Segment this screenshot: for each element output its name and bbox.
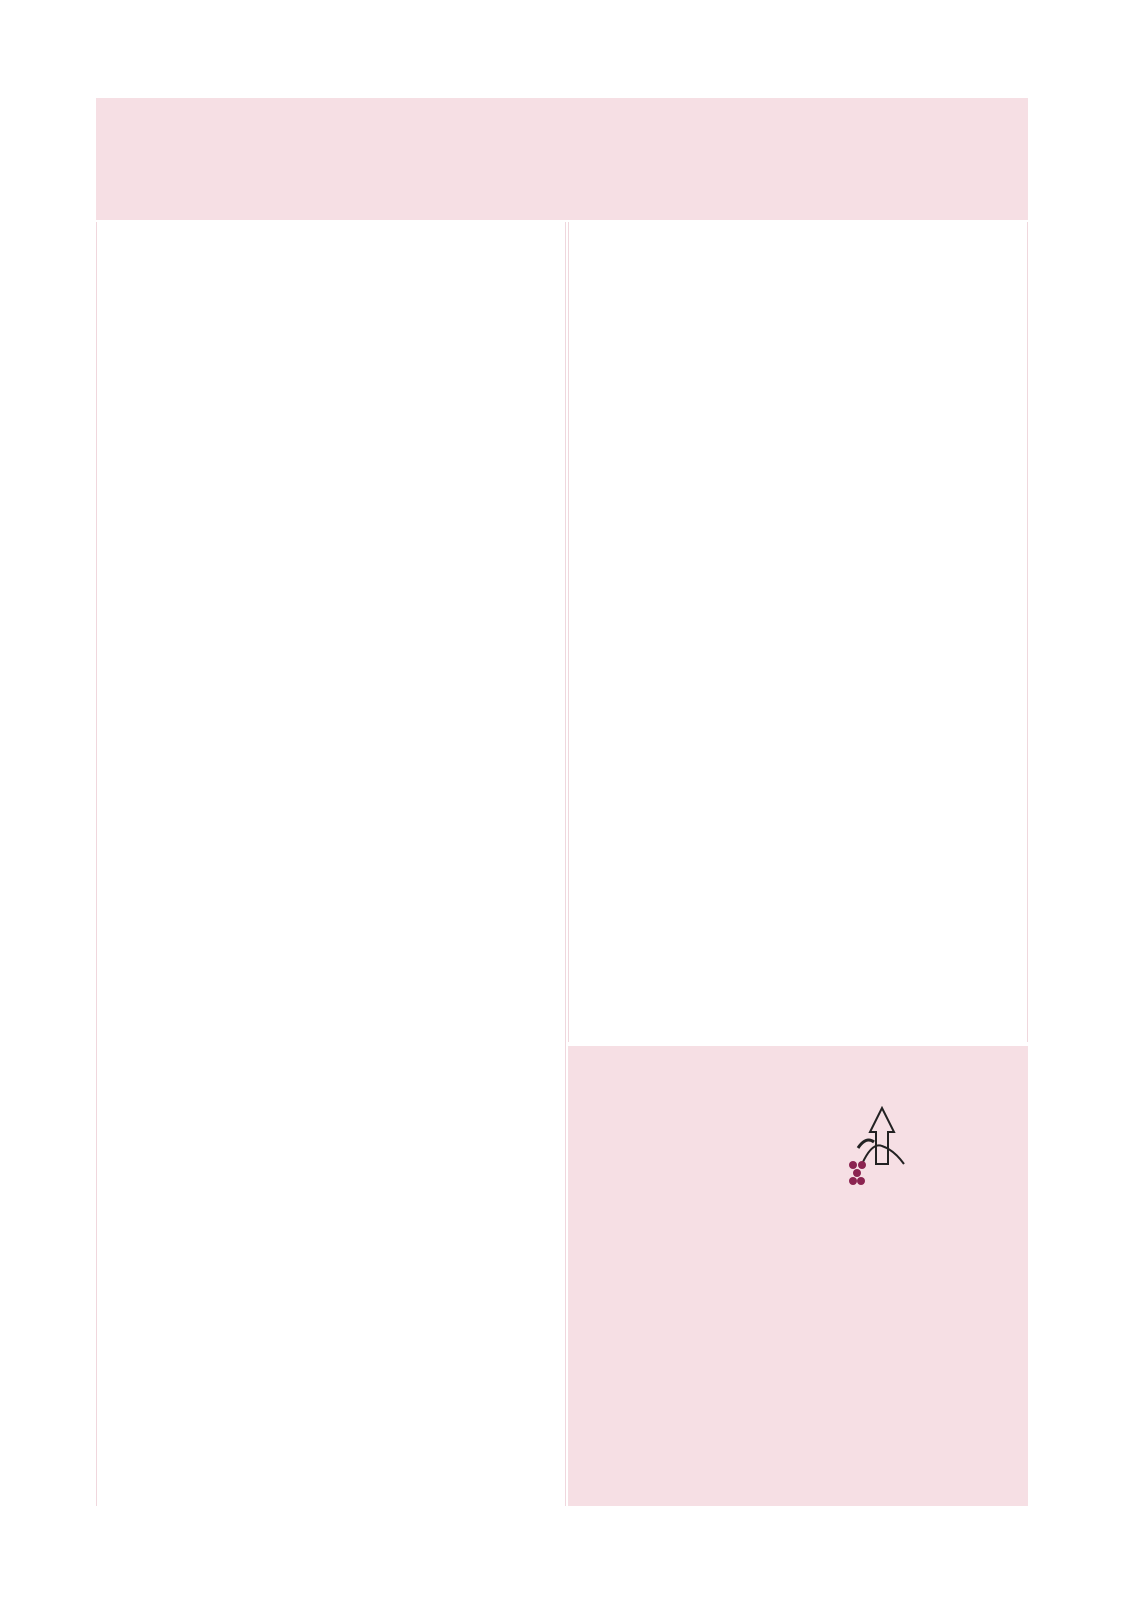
title-band bbox=[96, 98, 1028, 220]
bottom-decor-border bbox=[0, 1510, 1131, 1602]
left-decor-border bbox=[0, 92, 95, 1510]
top-decor-border bbox=[0, 0, 1131, 92]
organizer-box bbox=[568, 1046, 1028, 1506]
poster-title bbox=[96, 98, 1028, 220]
tower-icon bbox=[848, 1106, 938, 1166]
left-schedule-column bbox=[96, 222, 566, 1506]
elciego-logo-large bbox=[848, 1106, 938, 1196]
right-decor-border bbox=[1036, 92, 1131, 1510]
right-schedule-column bbox=[568, 222, 1028, 1042]
grapes-icon bbox=[848, 1160, 868, 1190]
